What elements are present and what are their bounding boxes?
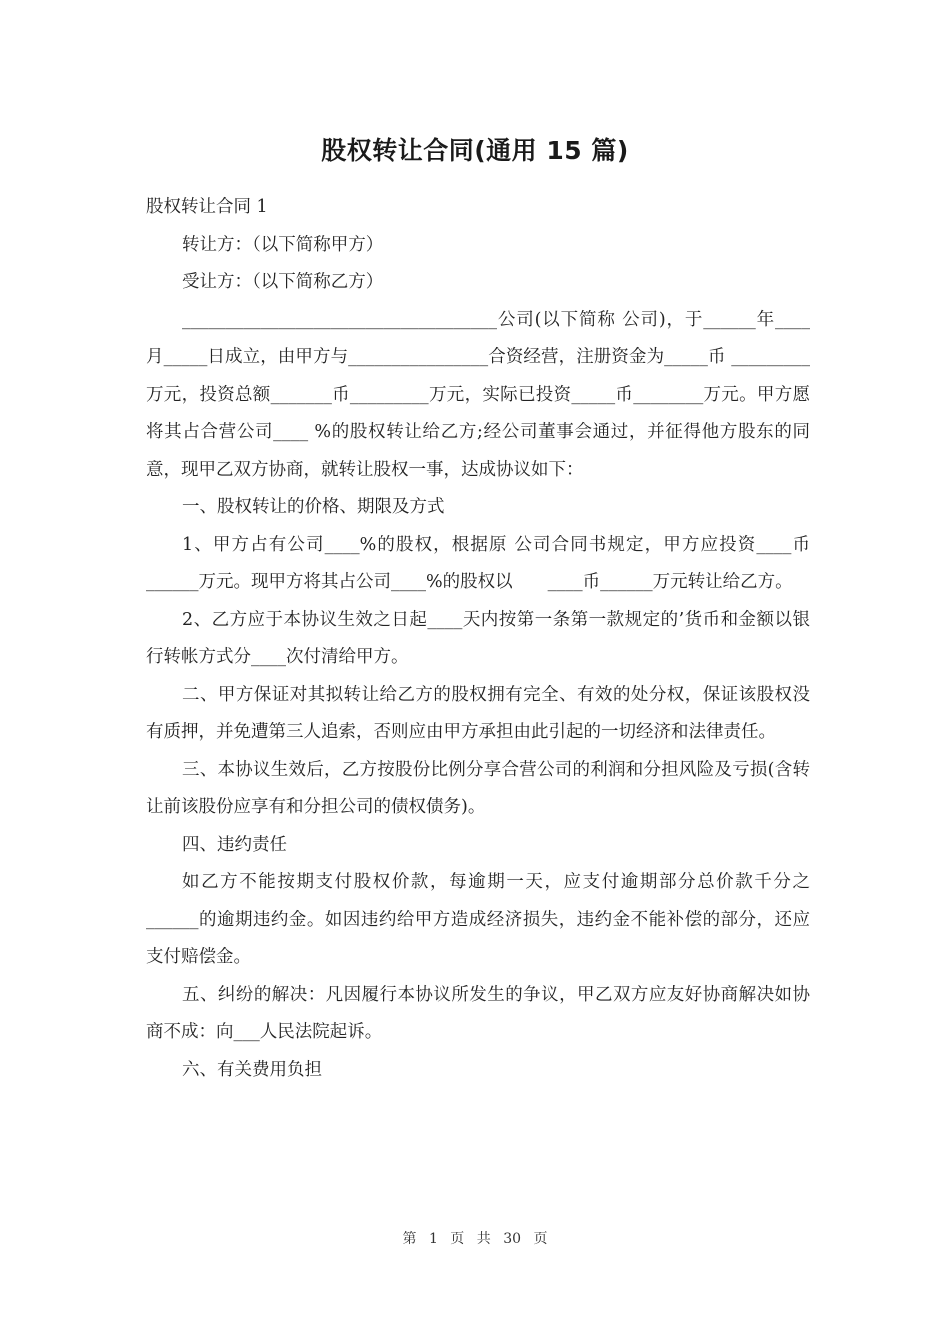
- paragraph: 三、本协议生效后，乙方按股份比例分享合营公司的利润和分担风险及亏损(含转让前该股份应享有和分担公司的债权债务)。: [146, 759, 810, 817]
- document-title: 股权转让合同(通用 15 篇): [321, 136, 629, 165]
- paragraph: 四、违约责任: [182, 834, 287, 855]
- paragraph: 二、甲方保证对其拟转让给乙方的股权拥有完全、有效的处分权，保证该股权没有质押，并免遭第三人追索，否则应由甲方承担由此引起的一切经济和法律责任。: [146, 684, 810, 742]
- page-footer: 第 1 页 共 30 页: [402, 1231, 548, 1247]
- paragraph: ____________________________________公司(以下简称 公司)，于______年____月_____日成立，由甲方与________________合资经营，注册资金为_____币 _________万元，投资总额_______币_________万元，实际已投资_____币________万元。甲方愿将其占合营公司____ %的股权转让给乙方;经公司董事会通过，并征得他方股东的同意，现甲乙双方协商，就转让股权一事，达成协议如下：: [146, 309, 810, 480]
- paragraph: 2、乙方应于本协议生效之日起____天内按第一条第一款规定的’货币和金额以银行转帐方式分____次付清给甲方。: [146, 609, 810, 667]
- paragraph: 1、甲方占有公司____%的股权，根据原 公司合同书规定，甲方应投资____币______万元。现甲方将其占公司____%的股权以 ____币______万元转让给乙方。: [146, 534, 810, 592]
- paragraph: 六、有关费用负担: [182, 1059, 322, 1080]
- paragraph: 五、纠纷的解决：凡因履行本协议所发生的争议，甲乙双方应友好协商解决如协商不成：向___人民法院起诉。: [146, 984, 810, 1042]
- paragraph: 股权转让合同 1: [146, 197, 268, 217]
- paragraph: 转让方：（以下简称甲方）: [182, 234, 384, 255]
- paragraph: 受让方：（以下简称乙方）: [182, 272, 384, 292]
- document-body: [146, 189, 810, 1089]
- paragraph: 一、股权转让的价格、期限及方式: [182, 497, 445, 517]
- paragraph: 如乙方不能按期支付股权价款，每逾期一天，应支付逾期部分总价款千分之______的逾期违约金。如因违约给甲方造成经济损失，违约金不能补偿的部分，还应支付赔偿金。: [146, 872, 810, 967]
